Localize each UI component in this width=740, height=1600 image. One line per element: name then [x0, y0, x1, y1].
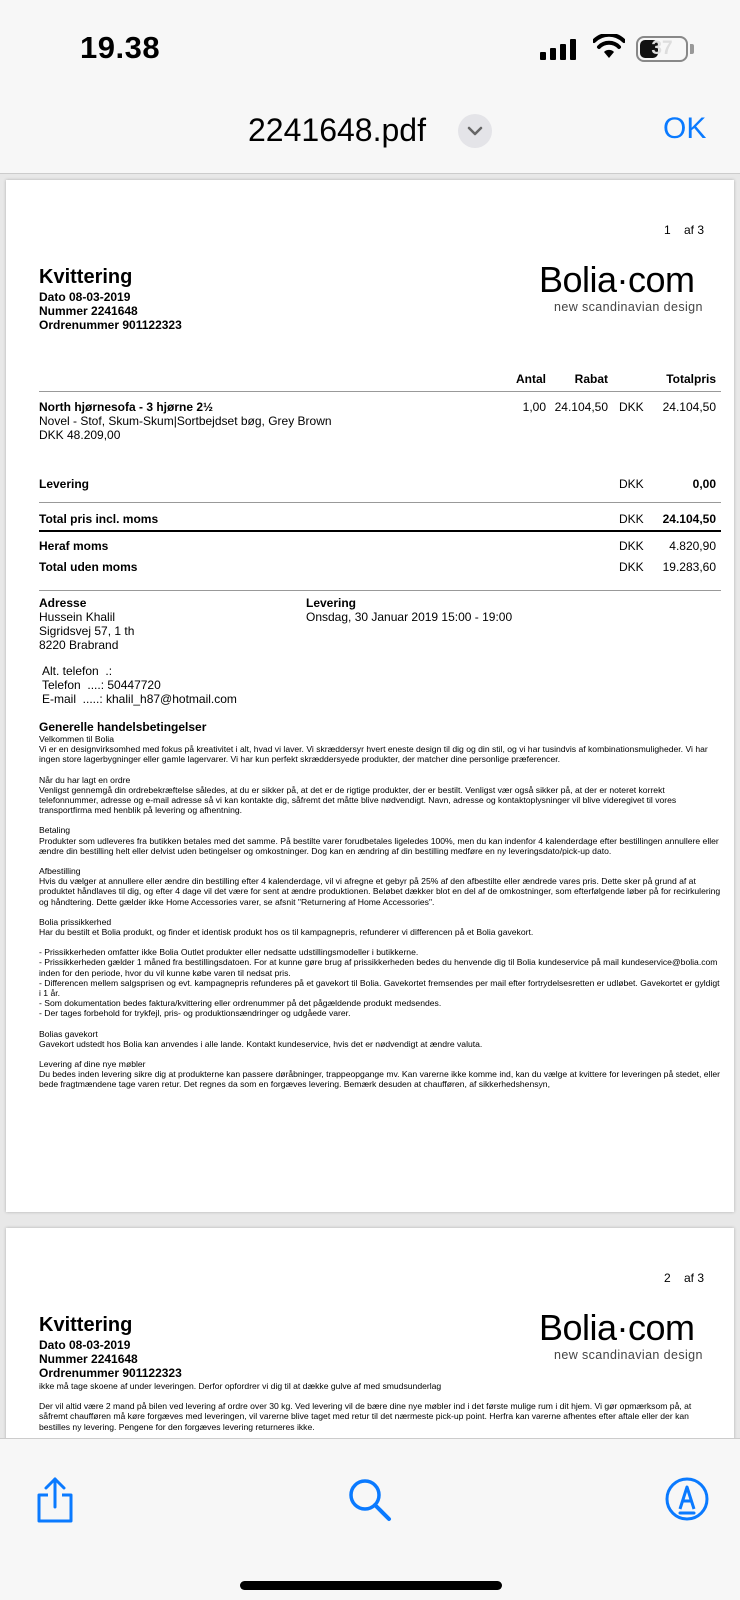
address-city: 8220 Brabrand: [39, 638, 119, 652]
delivery-label: Levering: [39, 477, 90, 491]
receipt-order-number: Ordrenummer 901122323: [39, 1366, 182, 1380]
nav-bar: [0, 100, 740, 174]
total-excl-label: Total uden moms: [39, 560, 138, 574]
terms-paragraph: Bolias gavekort Gavekort udstedt hos Bolia kan anvendes i alle lande. Kontakt kundeservice, hvis det er nødvendigt at ændre valuta.: [39, 1028, 483, 1049]
vat-value: 4.820,90: [669, 539, 716, 553]
terms-paragraph: ikke må tage skoene af under leveringen. Derfor opfordrer vi dig til at dække gulve af med smudsunderlag: [39, 1381, 442, 1391]
page-number: 2 af 3: [663, 1271, 704, 1285]
vat-label: Heraf moms: [39, 539, 109, 553]
page-number: 1 af 3: [663, 223, 704, 237]
battery-icon: [636, 36, 688, 62]
status-time: 19.38: [80, 30, 161, 65]
divider: [39, 590, 721, 591]
divider: [39, 391, 721, 392]
item-currency: DKK: [619, 400, 644, 414]
receipt-order-number: Ordrenummer 901122323: [39, 318, 182, 332]
terms-paragraph: Levering af dine nye møbler Du bedes inden levering sikre dig at produkterne kan passere døråbninger, trappeopgange mv. Kan varerne ikke komme ind, kan du vælge at kvittere for leveringen på stedet, eller bede fragtmændene tage varen retur. Det regnes da som en forgæves levering. Bemærk desuden at chaufføren, af sikkerhedshensyn,: [39, 1059, 721, 1090]
vat-currency: DKK: [619, 539, 644, 553]
pdf-page-2: [6, 1228, 734, 1438]
delivery-info-time: Onsdag, 30 Januar 2019 15:00 - 19:00: [306, 610, 513, 624]
total-excl-value: 19.283,60: [662, 560, 716, 574]
phone: Telefon ....: 50447720: [42, 678, 161, 692]
divider: [39, 502, 721, 503]
status-bar: [0, 0, 740, 100]
delivery-info-label: Levering: [306, 596, 357, 610]
cellular-signal-icon: [540, 38, 576, 60]
home-indicator[interactable]: [240, 1581, 502, 1590]
receipt-title: Kvittering: [39, 266, 133, 288]
divider: [39, 530, 721, 532]
receipt-meta: [39, 1338, 182, 1380]
terms-heading: Generelle handelsbetingelser: [39, 720, 207, 734]
header-total: Totalpris: [666, 372, 716, 386]
share-icon[interactable]: [30, 1475, 80, 1525]
terms-continued: [39, 1381, 721, 1438]
ok-button[interactable]: OK: [663, 112, 707, 145]
pdf-page-1: [6, 180, 734, 1212]
terms-paragraph: Afbestilling Hvis du vælger at annullere eller ændre din bestilling efter 4 kalenderdage, vil vi afregne et gebyr på 25% af den afbestilte eller ændrede vares pris. Dette sker på grund af at produktet håndlaves til dig, og efter 4 dage vil det være for sent at ændre produktionen. Beløbet dækker blot en del af de omkostninger, som efterfølgende løber på for recirkulering og håndtering. Dette gælder ikke Home Accessories varer, se afsnit "Returnering af Home Accessories".: [39, 866, 721, 907]
header-qty: Antal: [516, 372, 546, 386]
address-street: Sigridsvej 57, 1 th: [39, 624, 135, 638]
address-name: Hussein Khalil: [39, 610, 116, 624]
terms-paragraph: Betaling Produkter som udleveres fra butikken betales med det samme. På bestilte varer forudbetales ligeledes 100%, men du kan indenfor 4 kalenderdage efter bestillingen annullere eller ændre din bestilling helt eller delvist uden betingelser og omkostninger. Dog kan en ændring af din bestilling medføre en ny leveringsdato/pick-up dato.: [39, 825, 719, 856]
bolia-logo: Bolia·com new scandinavian design: [539, 259, 703, 314]
address-label: Adresse: [39, 596, 87, 610]
item-unit-price: DKK 48.209,00: [39, 428, 121, 442]
total-excl-currency: DKK: [619, 560, 644, 574]
pdf-viewer[interactable]: [0, 174, 740, 1438]
item-total: 24.104,50: [662, 400, 716, 414]
item-name: North hjørnesofa - 3 hjørne 2½: [39, 400, 214, 414]
alt-phone: Alt. telefon .:: [42, 664, 113, 678]
markup-icon[interactable]: [662, 1475, 712, 1525]
receipt-number: Nummer 2241648: [39, 304, 138, 318]
document-title[interactable]: 2241648.pdf: [248, 112, 426, 148]
terms-paragraph: Der vil altid være 2 mand på bilen ved levering af ordre over 30 kg. Ved levering vil de bære dine nye møbler ind i det første mulige rum i dit hjem. Vi gør opmærksom på, at såfremt chaufføren må køre forgæves med leveringen, vil varerne blive taget med retur til det nærmeste pick-up point. Herfra kan varerne afhentes efter aftale eller der kan bestilles ny levering. Pengene for den forgæves levering returneres ikke.: [39, 1401, 692, 1432]
terms-paragraph: Bolia prissikkerhed Har du bestilt et Bolia produkt, og finder et identisk produkt hos os til kampagnepris, refunderer vi differencen på et Bolia gavekort.: [39, 916, 534, 938]
search-icon[interactable]: [344, 1475, 394, 1525]
receipt-title: Kvittering: [39, 1314, 133, 1336]
chevron-down-icon[interactable]: [458, 114, 492, 148]
item-qty: 1,00: [522, 400, 546, 414]
terms-paragraph: Når du har lagt en ordre Venligst gennemgå din ordrebekræftelse således, at du er sikker på, at det er de rigtige produkter, der er bestilt. Venligst vær også sikker på, at der er noteret korrekt telefonnummer, adresse og e-mail adresse så vi kan kontakte dig, såfremt det måtte blive nødvendigt. Navn, adresse og kontaktoplysninger vil blive videregivet til vores transportfirma med henblik på levering og afhentning.: [39, 774, 677, 816]
receipt-meta: [39, 290, 182, 332]
header-discount: Rabat: [574, 372, 608, 386]
receipt-date: Dato 08-03-2019: [39, 1338, 131, 1352]
item-description: Novel - Stof, Skum-Skum|Sortbejdset bøg, Grey Brown: [39, 414, 332, 428]
wifi-icon: [593, 34, 625, 60]
battery-cap: [690, 44, 694, 54]
item-discount: 24.104,50: [554, 400, 608, 414]
bottom-toolbar: [0, 1438, 740, 1600]
total-incl-label: Total pris incl. moms: [39, 512, 159, 526]
terms-paragraph: Velkommen til Bolia Vi er en designvirksomhed med fokus på kreativitet i alt, hvad vi laver. Vi skræddersyr hvert eneste design til dig og din stil, og vi har tusindvis af kombinationsmuligheder. Vi har ingen store lagerbygninger eller gamle lagervarer. Vi har kun perfekt skræddersyede produkter, der matcher dine personlige præferencer.: [39, 734, 708, 765]
terms-paragraph: - Prissikkerheden omfatter ikke Bolia Outlet produkter eller nedsatte udstillingsmodeller i butikkerne. - Prissikkerheden gælder 1 måned fra bestillingsdatoen. For at kunne gøre brug af prissikkerheden bedes du henvende dig til Bolia kundeservice på mail kundeservice@bolia.com inden for den periode, hvor du vil kunne købe varen til nedsat pris. - Differencen mellem salgsprisen og evt. kampagnepris refunderes på et gavekort til Bolia. Gavekortet fremsendes per mail efter fortrydelsesretten er udløbet. Gavekortet er gyldigt i 1 år. - Som dokumentation bedes faktura/kvittering eller ordrenummer på det pågældende produkt medsendes. - Der tages forbehold for trykfejl, pris- og produktionsændringer og udgåede varer.: [39, 947, 720, 1019]
receipt-date: Dato 08-03-2019: [39, 290, 131, 304]
delivery-currency: DKK: [619, 477, 644, 491]
battery-level: 37: [651, 38, 673, 59]
bolia-logo: Bolia·com new scandinavian design: [539, 1307, 703, 1362]
receipt-number: Nummer 2241648: [39, 1352, 138, 1366]
total-incl-value: 24.104,50: [662, 512, 716, 526]
delivery-value: 0,00: [692, 477, 716, 491]
total-incl-currency: DKK: [619, 512, 644, 526]
terms-section: [39, 720, 721, 1100]
email: E-mail .....: khalil_h87@hotmail.com: [42, 692, 237, 706]
